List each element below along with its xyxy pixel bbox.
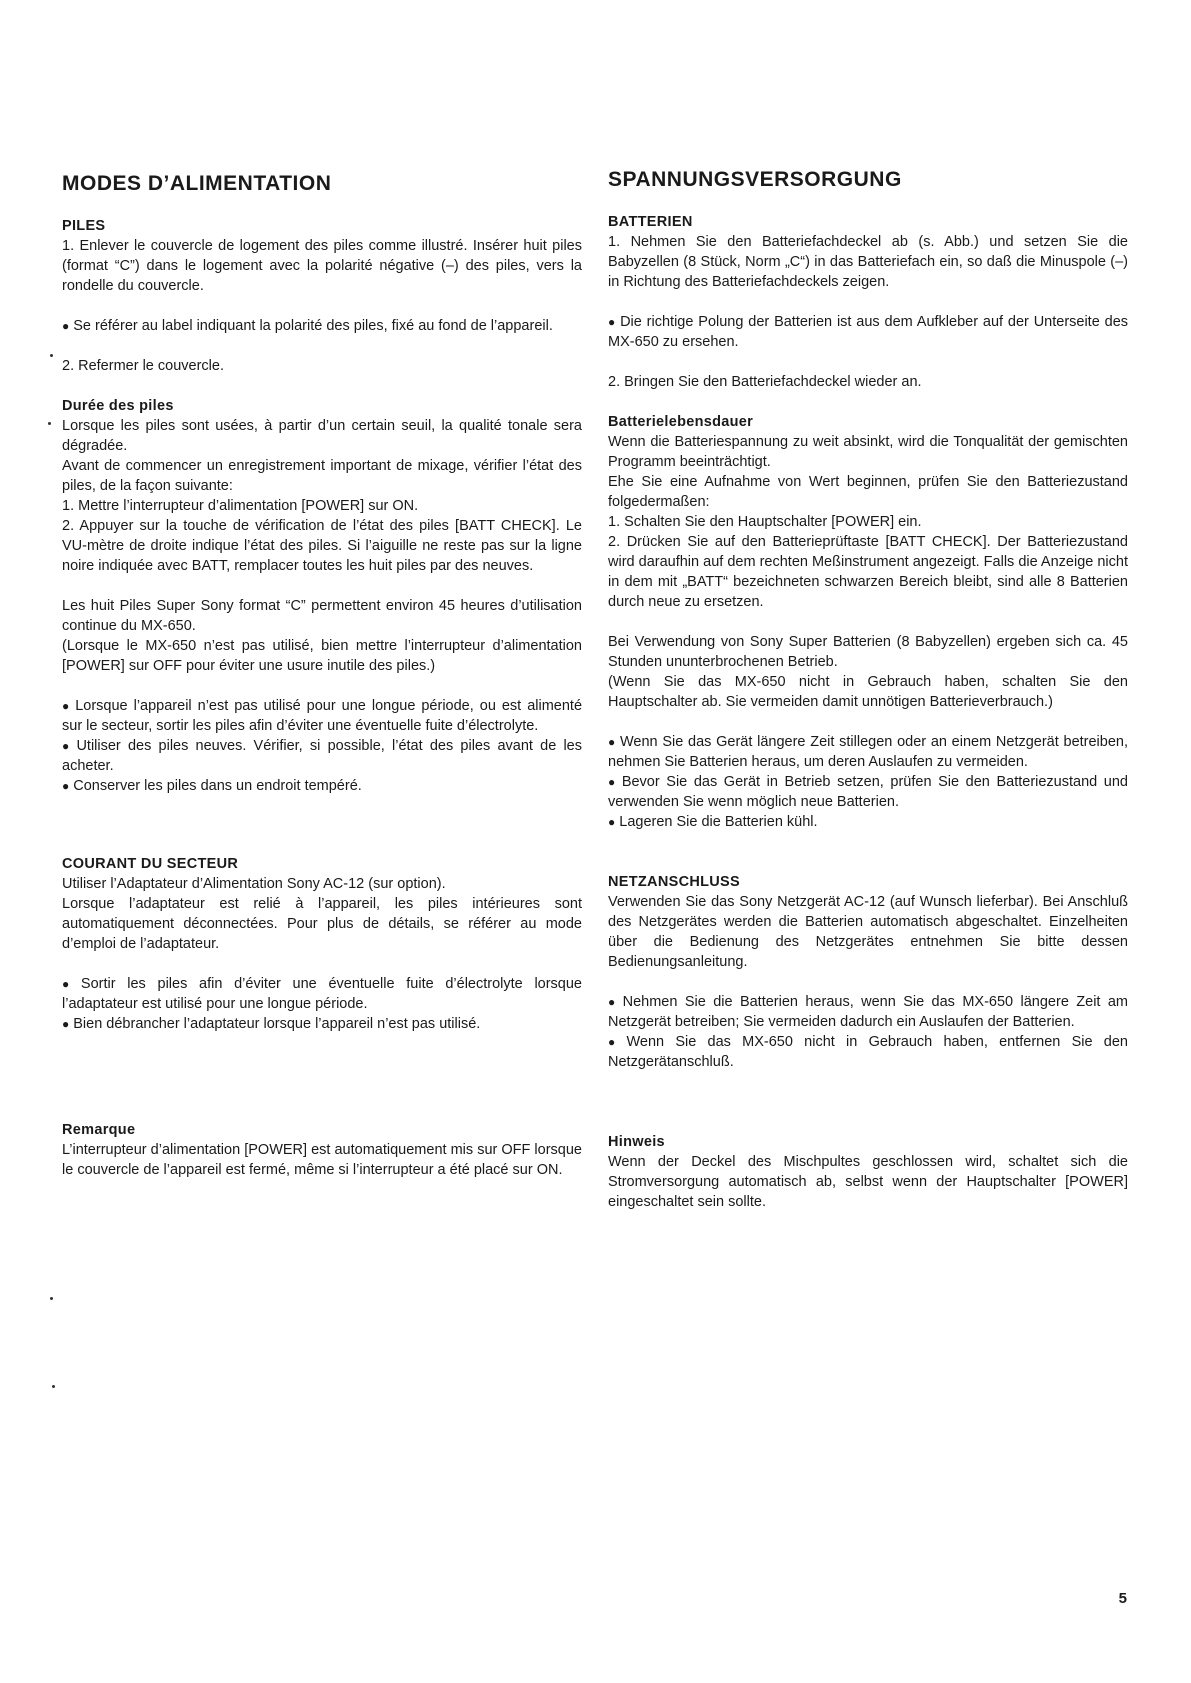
netzanschluss-paragraph: Verwenden Sie das Sony Netzgerät AC-12 (auf Wunsch lieferbar). Bei Anschluß des Netzgerätes werden die Batterien automatisch abgeschaltet. Einzelheiten über die Bedienung des Netzgerätes entnehmen Sie bitte dessen Bedienungsanleitung. — [608, 894, 1128, 970]
courant-paragraph-1: Utiliser l’Adaptateur d’Alimentation Sony AC-12 (sur option). — [62, 876, 446, 892]
scan-speck — [50, 354, 53, 357]
piles-step-2: 2. Refermer le couvercle. — [62, 358, 224, 374]
batterien-step-1: 1. Nehmen Sie den Batteriefachdeckel ab (s. Abb.) und setzen Sie die Babyzellen (8 Stück, Norm „C“) in das Batteriefach ein, so daß die Minuspole (–) in Richtung des Batteriefachdeckels zeigen. — [608, 234, 1128, 290]
hinweis-heading: Hinweis — [608, 1134, 665, 1150]
lebensdauer-paragraph-6: (Wenn Sie das MX-650 nicht in Gebrauch haben, schalten Sie den Hauptschalter ab. Sie vermeiden damit unnötigen Batterieverbrauch.) — [608, 674, 1128, 710]
lebensdauer-bullet-3: ● Lageren Sie die Batterien kühl. — [608, 812, 1128, 832]
duree-step-1: 1. Mettre l’interrupteur d’alimentation [POWER] sur ON. — [62, 498, 419, 514]
duree-paragraph-1: Lorsque les piles sont usées, à partir d’un certain seuil, la qualité tonale sera dégradée. — [62, 418, 582, 454]
piles-polarity-note: ● Se référer au label indiquant la polarité des piles, fixé au fond de l’appareil. — [62, 316, 582, 336]
duree-paragraph-2: Avant de commencer un enregistrement important de mixage, vérifier l’état des piles, de la façon suivante: — [62, 458, 582, 494]
lebensdauer-bullet-2: ● Bevor Sie das Gerät in Betrieb setzen, prüfen Sie den Batteriezustand und verwenden Sie wenn möglich neue Batterien. — [608, 772, 1128, 812]
duree-bullet-2: ● Utiliser des piles neuves. Vérifier, si possible, l’état des piles avant de les acheter. — [62, 736, 582, 776]
netzanschluss-bullet-1: ● Nehmen Sie die Batterien heraus, wenn Sie das MX-650 längere Zeit am Netzgerät betreiben; Sie vermeiden dadurch ein Auslaufen der Batterien. — [608, 992, 1128, 1032]
piles-step-1: 1. Enlever le couvercle de logement des piles comme illustré. Insérer huit piles (format “C”) dans le logement avec la polarité négative (–) des piles, vers la rondelle du couvercle. — [62, 238, 582, 294]
scan-speck — [50, 1297, 53, 1300]
french-title: MODES D’ALIMENTATION — [62, 172, 332, 195]
french-column — [62, 172, 582, 1180]
lebensdauer-paragraph-1: Wenn die Batteriespannung zu weit absinkt, wird die Tonqualität der gemischten Programm beeinträchtigt. — [608, 434, 1128, 470]
german-column — [608, 168, 1129, 1212]
duree-bullet-3: ● Conserver les piles dans un endroit tempéré. — [62, 776, 582, 796]
remarque-paragraph: L’interrupteur d’alimentation [POWER] est automatiquement mis sur OFF lorsque le couvercle de l’appareil est fermé, même si l’interrupteur a été placé sur ON. — [62, 1142, 582, 1178]
courant-bullet-2: ● Bien débrancher l’adaptateur lorsque l’appareil n’est pas utilisé. — [62, 1014, 582, 1034]
remarque-heading: Remarque — [62, 1122, 136, 1138]
scan-speck — [52, 1385, 55, 1388]
page-number: 5 — [1118, 1590, 1127, 1607]
courant-bullet-1: ● Sortir les piles afin d’éviter une éventuelle fuite d’électrolyte lorsque l’adaptateur est utilisé pour une longue période. — [62, 974, 582, 1014]
batterien-polarity-note: ● Die richtige Polung der Batterien ist aus dem Aufkleber auf der Unterseite des MX-650 zu ersehen. — [608, 312, 1128, 352]
batterien-step-2: 2. Bringen Sie den Batteriefachdeckel wieder an. — [608, 374, 922, 390]
duree-step-2: 2. Appuyer sur la touche de vérification de l’état des piles [BATT CHECK]. Le VU-mètre de droite indique l’état des piles. Si l’aiguille ne reste pas sur la ligne noire indiquée avec BATT, remplacer toutes les huit piles par des neuves. — [62, 518, 582, 574]
duree-heading: Durée des piles — [62, 398, 174, 414]
duree-paragraph-6: (Lorsque le MX-650 n’est pas utilisé, bien mettre l’interrupteur d’alimentation [POWER] sur OFF pour éviter une usure inutile des piles.) — [62, 638, 582, 674]
batterien-heading: BATTERIEN — [608, 214, 693, 230]
lebensdauer-bullet-1: ● Wenn Sie das Gerät längere Zeit stillegen oder an einem Netzgerät betreiben, nehmen Sie Batterien heraus, um deren Auslaufen zu vermeiden. — [608, 732, 1128, 772]
lebensdauer-step-1: 1. Schalten Sie den Hauptschalter [POWER] ein. — [608, 514, 922, 530]
lebensdauer-paragraph-5: Bei Verwendung von Sony Super Batterien (8 Babyzellen) ergeben sich ca. 45 Stunden ununterbrochenen Betrieb. — [608, 634, 1128, 670]
netzanschluss-bullet-2: ● Wenn Sie das MX-650 nicht in Gebrauch haben, entfernen Sie den Netzgerätanschluß. — [608, 1032, 1128, 1072]
duree-paragraph-5: Les huit Piles Super Sony format “C” permettent environ 45 heures d’utilisation continue du MX-650. — [62, 598, 582, 634]
scan-speck — [48, 422, 51, 425]
german-title: SPANNUNGSVERSORGUNG — [608, 168, 902, 191]
lebensdauer-paragraph-2: Ehe Sie eine Aufnahme von Wert beginnen, prüfen Sie den Batteriezustand folgedermaßen: — [608, 474, 1128, 510]
netzanschluss-heading: NETZANSCHLUSS — [608, 874, 740, 890]
duree-bullet-1: ● Lorsque l’appareil n’est pas utilisé pour une longue période, ou est alimenté sur le secteur, sortir les piles afin d’éviter une éventuelle fuite d’électrolyte. — [62, 696, 582, 736]
courant-paragraph-2: Lorsque l’adaptateur est relié à l’appareil, les piles intérieures sont automatiquement déconnectées. Pour plus de détails, se référer au mode d’emploi de l’adaptateur. — [62, 896, 582, 952]
piles-heading: PILES — [62, 218, 106, 234]
hinweis-paragraph: Wenn der Deckel des Mischpultes geschlossen wird, schaltet sich die Stromversorgung automatisch ab, selbst wenn der Hauptschalter [POWER] eingeschaltet sein sollte. — [608, 1154, 1128, 1210]
lebensdauer-step-2: 2. Drücken Sie auf den Batterieprüftaste [BATT CHECK]. Der Batteriezustand wird daraufhin auf dem rechten Meßinstrument angezeigt. Falls die Anzeige nicht in dem mit „BATT“ bezeichneten schwarzen Bereich bleibt, sind alle 8 Batterien durch neue zu ersetzen. — [608, 534, 1128, 610]
courant-heading: COURANT DU SECTEUR — [62, 856, 239, 872]
lebensdauer-heading: Batterielebensdauer — [608, 414, 754, 430]
